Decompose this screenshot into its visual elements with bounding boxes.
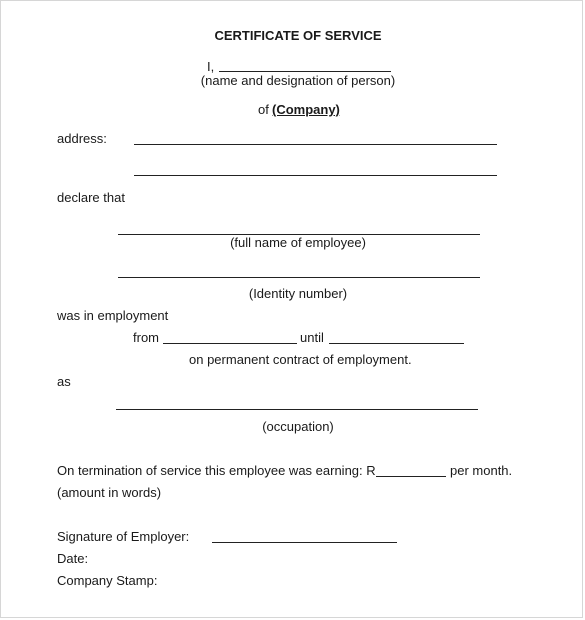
address-label: address: [57,131,107,146]
identity-number-line[interactable] [118,277,480,278]
person-name-line[interactable] [219,71,391,72]
occupation-line[interactable] [116,409,478,410]
contract-text: on permanent contract of employment. [189,352,412,367]
occupation-label: as [57,374,71,389]
from-label: from [133,330,159,345]
person-caption: (name and designation of person) [200,73,396,88]
address-line-2[interactable] [134,175,497,176]
signature-line[interactable] [212,542,397,543]
signature-label: Signature of Employer: [57,529,190,544]
until-date-line[interactable] [329,343,464,344]
stamp-label: Company Stamp: [57,573,158,588]
date-label: Date: [57,551,89,566]
employment-label: was in employment [57,308,169,323]
from-date-line[interactable] [163,343,297,344]
until-label: until [300,330,324,345]
company-name: (Company) [272,102,340,117]
company-prefix: of [258,102,269,117]
document-title: CERTIFICATE OF SERVICE [214,28,382,43]
identity-caption: (Identity number) [248,286,348,301]
per-month-text: per month. [450,463,513,478]
declare-label: declare that [57,190,125,205]
person-prefix: I, [207,59,215,74]
address-line-1[interactable] [134,144,497,145]
occupation-caption: (occupation) [262,419,334,434]
amount-in-words: (amount in words) [57,485,162,500]
earnings-amount-line[interactable] [376,476,446,477]
employee-caption: (full name of employee) [230,235,366,250]
earnings-text: On termination of service this employee was earning: R [57,463,376,478]
